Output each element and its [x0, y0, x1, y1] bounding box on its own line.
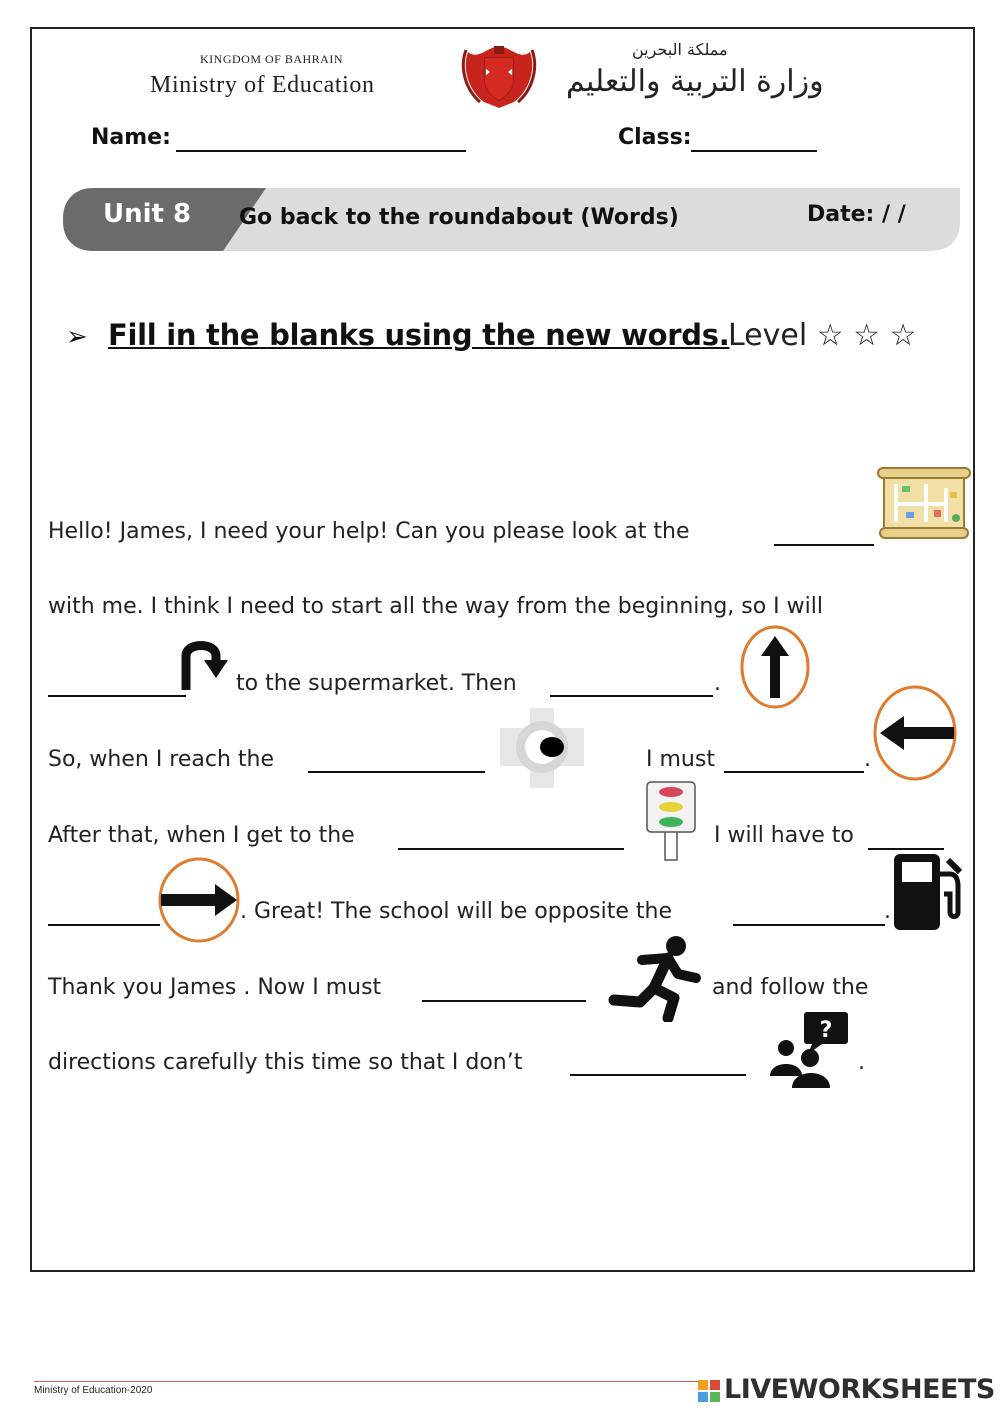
instruction-heading: Fill in the blanks using the new words.: [108, 318, 730, 352]
arabic-ministry-label: وزارة التربية والتعليم: [566, 64, 824, 99]
liveworksheets-logo-icon: [698, 1380, 722, 1402]
blank-petrol-station[interactable]: [733, 924, 885, 926]
sentence-7: Thank you James . Now I must: [48, 975, 382, 1000]
right-arrow-icon: [157, 856, 243, 944]
liveworksheets-brand[interactable]: LIVEWORKSHEETS: [724, 1374, 995, 1405]
blank-hurry[interactable]: [422, 1000, 586, 1002]
sentence-2: with me. I think I need to start all the way from the beginning, so I will: [48, 594, 823, 619]
blank-turn-left[interactable]: [724, 771, 864, 773]
petrol-pump-icon: [890, 850, 966, 932]
roundabout-icon: [500, 708, 584, 788]
blank-go-straight[interactable]: [550, 695, 713, 697]
footer-text: Ministry of Education-2020: [34, 1385, 153, 1396]
period: .: [858, 1050, 865, 1075]
sentence-4: So, when I reach the: [48, 747, 275, 772]
class-field[interactable]: [691, 126, 817, 152]
blank-roundabout[interactable]: [308, 771, 485, 773]
class-label: Class:: [618, 125, 692, 150]
blank-turn-right-b[interactable]: [48, 924, 160, 926]
ask-directions-icon: [768, 1010, 850, 1090]
sentence-7b: and follow the: [712, 975, 869, 1000]
name-field[interactable]: [176, 126, 466, 152]
arabic-kingdom-label: مملكة البحرين: [632, 40, 728, 59]
period: .: [884, 899, 891, 924]
sentence-5: After that, when I get to the: [48, 823, 355, 848]
sentence-6: . Great! The school will be opposite the: [240, 899, 672, 924]
kingdom-label: KINGDOM OF BAHRAIN: [200, 52, 344, 66]
blank-map[interactable]: [774, 544, 874, 546]
topic-title: Go back to the roundabout (Words): [239, 205, 679, 230]
bullet-arrow-icon: ➢: [66, 322, 88, 352]
period: .: [714, 671, 721, 696]
footer-divider: [34, 1381, 704, 1382]
svg-text:?: ?: [819, 1018, 833, 1043]
u-turn-icon: [176, 634, 232, 692]
straight-arrow-icon: [739, 624, 811, 710]
blank-traffic-lights[interactable]: [398, 848, 624, 850]
level-stars: Level ☆ ☆ ☆: [728, 318, 917, 353]
left-arrow-icon: [872, 684, 958, 782]
sentence-5b: I will have to: [714, 823, 854, 848]
ministry-label: Ministry of Education: [150, 72, 375, 98]
running-man-icon: [606, 934, 712, 1022]
sentence-8: directions carefully this time so that I don’t: [48, 1050, 523, 1075]
unit-label: Unit 8: [103, 199, 192, 229]
name-label: Name:: [91, 125, 171, 150]
blank-get-lost[interactable]: [570, 1074, 746, 1076]
period: .: [864, 747, 871, 772]
sentence-1: Hello! James, I need your help! Can you please look at the: [48, 519, 690, 544]
traffic-light-icon: [644, 780, 698, 862]
bahrain-emblem-icon: [458, 38, 540, 110]
blank-u-turn[interactable]: [48, 695, 186, 697]
sentence-4b: I must: [646, 747, 715, 772]
date-label: Date: / /: [807, 202, 906, 227]
map-icon: [876, 466, 972, 542]
sentence-3: to the supermarket. Then: [236, 671, 517, 696]
